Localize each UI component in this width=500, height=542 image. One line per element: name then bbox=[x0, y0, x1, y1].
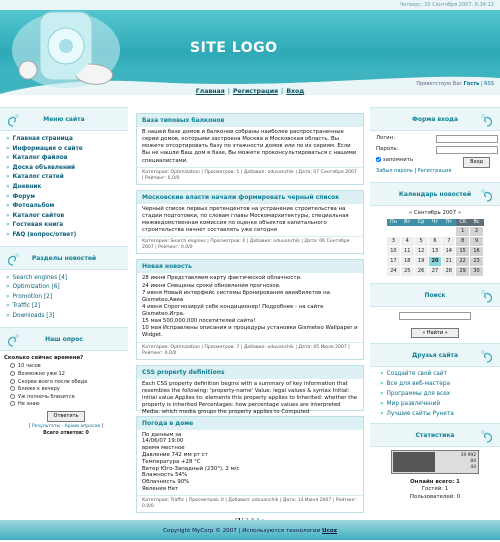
swirl-icon bbox=[5, 112, 21, 128]
calendar-day-header: Пн bbox=[387, 219, 401, 227]
sections-title: Разделы новостей bbox=[31, 254, 97, 262]
friend-item[interactable] bbox=[370, 381, 500, 391]
current-date: Четверг, 20 Сентября 2007, 6:34:12 bbox=[399, 2, 494, 8]
news-post bbox=[136, 190, 364, 255]
post-text: 28 июня Представляем карту фактической облачности. 24 июня Смещены сроки обновления прогнозов. 7 июня Новый интерфейс системы бронирования авиабилетов на Gismeteo.Авиа 4 июня Спрогнозируй себе кондиционер! Подробнее - на сайте Gismeteo.Игра. 15 мая 500,000,000 посетителей сайта! 10 мая Исправлены описания и процедуры установки Gismeteo Wallpaper и Widget. bbox=[142, 275, 358, 339]
calendar-day[interactable]: 20 bbox=[428, 257, 442, 267]
menu-link[interactable]: Каталог файлов bbox=[12, 155, 68, 162]
calendar-day[interactable]: 17 bbox=[387, 257, 401, 267]
post-title[interactable]: База типовых балконов bbox=[142, 117, 225, 124]
search-title: Поиск bbox=[424, 292, 446, 300]
stats-header bbox=[370, 423, 500, 447]
menu-link[interactable]: Гостевая книга bbox=[12, 222, 64, 229]
poll-widget: Сколько сейчас времени? 10 часов Возможно уже 12 Скорее всего после обеда Ближе к вечеру Уж полночь близится Не знаю Ответить [ Результаты · Архив опросов ] Всего ответов: 0 bbox=[0, 351, 128, 438]
forgot-password-link[interactable]: Забыл пароль bbox=[376, 168, 413, 174]
menu-link[interactable]: FAQ (вопрос/ответ) bbox=[12, 231, 77, 238]
swirl-icon bbox=[479, 348, 495, 364]
calendar-empty-cell bbox=[428, 227, 442, 237]
section-link[interactable]: Search engines [4] bbox=[12, 274, 68, 281]
calendar-empty-cell bbox=[414, 227, 428, 237]
menu-item[interactable] bbox=[6, 155, 128, 165]
calendar-day[interactable]: 19 bbox=[414, 257, 428, 267]
right-sidebar bbox=[370, 107, 500, 501]
news-calendar bbox=[386, 210, 484, 278]
news-post bbox=[136, 259, 364, 359]
swirl-icon bbox=[479, 187, 495, 203]
friend-link[interactable]: Программы для всех bbox=[386, 391, 451, 398]
poll-option-label: 10 часов bbox=[18, 363, 41, 370]
site-logo[interactable]: SITE LOGO bbox=[190, 40, 278, 56]
calendar-day[interactable]: 1 bbox=[456, 227, 470, 237]
counter-line: 44 bbox=[470, 464, 476, 470]
poll-option[interactable] bbox=[4, 363, 128, 371]
calendar-day-header: Ср bbox=[414, 219, 428, 227]
calendar-day[interactable]: 12 bbox=[414, 247, 428, 257]
sections-header bbox=[0, 246, 128, 270]
calendar-day-header: Сб bbox=[456, 219, 470, 227]
post-meta: Категория: Optimization | Просмотров: 1 | Добавил: oduvanchik | Дата: 07 Сентября 2007 | Рейтинг: 0.0/0 bbox=[137, 167, 363, 184]
stats-title: Статистика bbox=[415, 432, 455, 440]
friends-list bbox=[370, 367, 500, 421]
section-item[interactable] bbox=[6, 275, 128, 285]
password-input[interactable] bbox=[436, 146, 498, 154]
search-form bbox=[370, 307, 500, 343]
post-title[interactable]: Погода в доме bbox=[142, 419, 194, 427]
section-link[interactable]: Optimization [6] bbox=[12, 284, 60, 291]
menu-item[interactable] bbox=[6, 194, 128, 204]
calendar-day[interactable]: 23 bbox=[470, 257, 484, 267]
login-input[interactable] bbox=[436, 135, 498, 143]
section-link[interactable]: Promotion [2] bbox=[12, 293, 53, 300]
post-title[interactable]: CSS property definitions bbox=[142, 368, 225, 376]
poll-option[interactable] bbox=[4, 371, 128, 379]
swirl-icon bbox=[479, 112, 495, 128]
friend-item[interactable] bbox=[370, 391, 500, 401]
menu-link[interactable]: Дневник bbox=[12, 183, 42, 190]
poll-header bbox=[0, 327, 128, 351]
news-post bbox=[136, 416, 364, 513]
poll-option-label: Возможно уже 12 bbox=[18, 371, 65, 378]
calendar-empty-cell bbox=[400, 227, 414, 237]
calendar-empty-cell bbox=[442, 227, 456, 237]
counter-line: 19 992 bbox=[460, 453, 476, 459]
menu-item[interactable] bbox=[6, 184, 128, 194]
search-button[interactable]: « Найти » bbox=[411, 328, 459, 339]
calendar-day[interactable]: 29 bbox=[456, 267, 470, 277]
friend-item[interactable] bbox=[370, 401, 500, 411]
calendar-day[interactable]: 2 bbox=[470, 227, 484, 237]
sections-list bbox=[0, 270, 128, 327]
site-header bbox=[0, 0, 500, 95]
swirl-icon bbox=[479, 288, 495, 304]
calendar-day[interactable]: 18 bbox=[400, 257, 414, 267]
friend-item[interactable] bbox=[370, 371, 500, 381]
friend-link[interactable]: Лучшие сайты Рунета bbox=[386, 411, 454, 418]
menu-item[interactable] bbox=[6, 203, 128, 213]
calendar-day-header: Вт bbox=[400, 219, 414, 227]
nav-login[interactable]: Вход bbox=[286, 88, 305, 95]
section-link[interactable]: Traffic [2] bbox=[12, 303, 41, 310]
poll-option[interactable] bbox=[4, 379, 128, 387]
search-header bbox=[370, 283, 500, 307]
section-link[interactable]: Downloads [3] bbox=[12, 312, 55, 319]
poll-radio[interactable] bbox=[10, 386, 15, 391]
login-label: Логин: bbox=[376, 135, 396, 141]
swirl-icon bbox=[479, 428, 495, 444]
stats-widget bbox=[370, 447, 500, 500]
poll-radio[interactable] bbox=[10, 401, 15, 406]
calendar-day[interactable]: 7 bbox=[442, 237, 456, 247]
poll-option-label: Уж полночь близится bbox=[18, 393, 75, 400]
calendar-header bbox=[370, 182, 500, 206]
calendar-empty-cell bbox=[387, 227, 401, 237]
post-meta: Категория: Search engines | Просмотров: 0 | Добавил: oduvanchik | Дата: 06 Сентября 2007 | Рейтинг: 0.0/0 bbox=[137, 236, 363, 253]
calendar-day[interactable]: 25 bbox=[400, 267, 414, 277]
calendar-day[interactable]: 6 bbox=[428, 237, 442, 247]
section-item[interactable] bbox=[6, 284, 128, 294]
counter-logo bbox=[393, 452, 435, 472]
calendar-day[interactable]: 9 bbox=[470, 237, 484, 247]
online-guests: Гостей: 1 bbox=[421, 486, 449, 493]
remember-checkbox[interactable] bbox=[376, 157, 381, 162]
nav-register[interactable]: Регистрация bbox=[232, 88, 279, 95]
site-menu-header bbox=[0, 107, 128, 131]
login-form: Логин: Пароль: запомнить Вход Забыл пароль | Регистрация bbox=[370, 131, 500, 179]
counter-line: 84 bbox=[470, 459, 476, 465]
calendar-day[interactable]: 8 bbox=[456, 237, 470, 247]
poll-radio[interactable] bbox=[10, 371, 15, 376]
post-text: Черный список первых претендентов на устранение строительства на стадии подготовки, по словам главы Москомархитектуры, специальная межведомственная комиссия по оценке объектов капитального строительства начнет составлять уже сегодня bbox=[142, 205, 349, 234]
login-title: Форма входа bbox=[411, 116, 459, 123]
calendar-title: Календарь новостей bbox=[398, 190, 472, 198]
calendar-day[interactable]: 21 bbox=[442, 257, 456, 267]
copyright-text: Copyright MyCorp © 2007 | Используются технологии bbox=[163, 528, 321, 534]
menu-link[interactable]: Доска объявлений bbox=[12, 164, 76, 171]
calendar-day[interactable]: 13 bbox=[428, 247, 442, 257]
menu-link[interactable]: Каталог статей bbox=[12, 174, 64, 181]
section-item[interactable] bbox=[6, 303, 128, 313]
poll-total: Всего ответов: 0 bbox=[43, 430, 89, 436]
menu-link[interactable]: Информация о сайте bbox=[12, 145, 83, 152]
menu-link[interactable]: Главная страница bbox=[12, 136, 73, 142]
post-text: В нашей базе домов и балконов собраны наиболее распространенные серии домов, которыми застроена Москва и Московская область. Вы можете отсортировать базу по этажности домов или по их сериям. Если Вы не нашли Ваш дом в базе, Вы можете проконсультироваться с нашими специалистами. bbox=[142, 129, 357, 164]
section-item[interactable] bbox=[6, 313, 128, 323]
friend-link[interactable]: Создайте свой сайт bbox=[386, 371, 447, 378]
poll-archive-link[interactable]: Архив опросов bbox=[64, 423, 101, 429]
swirl-icon bbox=[5, 251, 21, 267]
friend-link[interactable]: Мир развлечений bbox=[386, 401, 441, 408]
calendar-day[interactable]: 16 bbox=[470, 247, 484, 257]
post-text: Each CSS property definition begins with a summary of key information that resembles the following: 'property-name' Value: legal values & syntax Initial: initial value Applies to: elements this property applies to Inherited: whether the property is inherited Percentages: how percentage values are interpreted Media: which media groups the property applies to Computed bbox=[142, 380, 358, 416]
welcome-bar: Приветствую Вас Гость | RSS bbox=[416, 81, 494, 87]
swirl-icon bbox=[5, 332, 21, 348]
site-menu-title: Меню сайта bbox=[43, 116, 85, 123]
poll-title: Наш опрос bbox=[45, 335, 83, 343]
poll-option-label: Скорее всего после обеда bbox=[18, 378, 88, 385]
online-users: Пользователей: 0 bbox=[409, 493, 461, 500]
calendar-day[interactable]: 11 bbox=[400, 247, 414, 257]
calendar-month[interactable]: « Сентябрь 2007 » bbox=[408, 209, 462, 216]
poll-radio[interactable] bbox=[10, 363, 15, 368]
remember-label: запомнить bbox=[382, 157, 414, 163]
online-total: Онлайн всего: 1 bbox=[410, 479, 460, 486]
post-title[interactable]: Московские власти начали формировать черный список bbox=[142, 193, 340, 201]
login-header bbox=[370, 107, 500, 131]
friend-item[interactable] bbox=[370, 411, 500, 421]
poll-option[interactable] bbox=[4, 401, 128, 409]
search-input[interactable] bbox=[399, 312, 471, 320]
menu-item[interactable] bbox=[6, 213, 128, 223]
main-content bbox=[136, 107, 364, 525]
register-link[interactable]: Регистрация bbox=[417, 168, 452, 174]
password-label: Пароль: bbox=[376, 146, 399, 152]
poll-option-label: Не знаю bbox=[18, 401, 40, 408]
post-title[interactable]: Новая новость bbox=[142, 263, 192, 271]
guest-link[interactable]: Гость bbox=[463, 81, 480, 87]
ucoz-link[interactable]: Ucoz bbox=[322, 528, 337, 534]
news-post bbox=[136, 113, 364, 185]
menu-link[interactable]: Фотоальбом bbox=[12, 203, 55, 210]
login-submit-button[interactable]: Вход bbox=[463, 157, 490, 168]
visitor-counter[interactable] bbox=[391, 450, 479, 474]
welcome-text: Приветствую Вас bbox=[416, 81, 463, 87]
menu-item[interactable] bbox=[6, 165, 128, 175]
poll-radio[interactable] bbox=[10, 394, 15, 399]
poll-results-link[interactable]: Результаты bbox=[31, 423, 61, 429]
calendar-day-header: Вс bbox=[470, 219, 484, 227]
left-sidebar bbox=[0, 107, 128, 437]
poll-option[interactable] bbox=[4, 386, 128, 394]
site-footer bbox=[0, 520, 500, 540]
nav-home[interactable]: Главная bbox=[195, 88, 225, 95]
calendar-day[interactable]: 26 bbox=[414, 267, 428, 277]
friends-title: Друзья сайта bbox=[411, 352, 459, 360]
top-navigation: Главная | Регистрация | Вход bbox=[195, 88, 305, 95]
friend-link[interactable]: Все для веб-мастера bbox=[386, 381, 451, 388]
menu-item[interactable] bbox=[6, 222, 128, 232]
poll-vote-button[interactable]: Ответить bbox=[47, 411, 86, 422]
calendar-day[interactable]: 14 bbox=[442, 247, 456, 257]
ipod-logo-image bbox=[10, 6, 122, 90]
section-item[interactable] bbox=[6, 294, 128, 304]
calendar-day[interactable]: 5 bbox=[414, 237, 428, 247]
menu-link[interactable]: Форум bbox=[12, 193, 35, 200]
menu-item[interactable] bbox=[6, 136, 128, 146]
friends-header bbox=[370, 343, 500, 367]
menu-item[interactable] bbox=[6, 174, 128, 184]
menu-item[interactable] bbox=[6, 146, 128, 156]
calendar-day[interactable]: 30 bbox=[470, 267, 484, 277]
calendar-day[interactable]: 28 bbox=[442, 267, 456, 277]
calendar-day[interactable]: 3 bbox=[387, 237, 401, 247]
post-meta: Категория: Traffic | Просмотров: 0 | Добавил: oduvanchik | Дата: 14 Июня 2007 | Рейтинг: 0.0/0 bbox=[137, 495, 363, 512]
calendar-day[interactable]: 24 bbox=[387, 267, 401, 277]
poll-question: Сколько сейчас времени? bbox=[4, 354, 84, 361]
poll-radio[interactable] bbox=[10, 379, 15, 384]
site-menu-list bbox=[0, 131, 128, 246]
rss-link[interactable]: RSS bbox=[484, 81, 494, 87]
post-text: По данным за 14/06/07 19:00 время местное Давление 742 мм рт ст Температура +28 °C Ветер Юго-Западный (230°), 2 м/с Влажность 54% Облачность 90% Явления Нет bbox=[142, 431, 240, 492]
news-post bbox=[136, 365, 364, 416]
menu-item[interactable] bbox=[6, 232, 128, 242]
poll-option-label: Ближе к вечеру bbox=[18, 386, 60, 393]
calendar-day[interactable]: 22 bbox=[456, 257, 470, 267]
calendar-day[interactable]: 10 bbox=[387, 247, 401, 257]
calendar-day-header: Чт bbox=[428, 219, 442, 227]
counter-values bbox=[461, 453, 476, 470]
post-meta: Категория: Optimization | Просмотров: 7 | Добавил: oduvanchik | Дата: 05 Июля 2007 | Рейтинг: 0.0/0 bbox=[137, 342, 363, 359]
calendar-day[interactable]: 4 bbox=[400, 237, 414, 247]
calendar-day-header: Пт bbox=[442, 219, 456, 227]
calendar-day[interactable]: 15 bbox=[456, 247, 470, 257]
calendar-day[interactable]: 27 bbox=[428, 267, 442, 277]
menu-link[interactable]: Каталог сайтов bbox=[12, 212, 65, 219]
poll-option[interactable] bbox=[4, 394, 128, 402]
